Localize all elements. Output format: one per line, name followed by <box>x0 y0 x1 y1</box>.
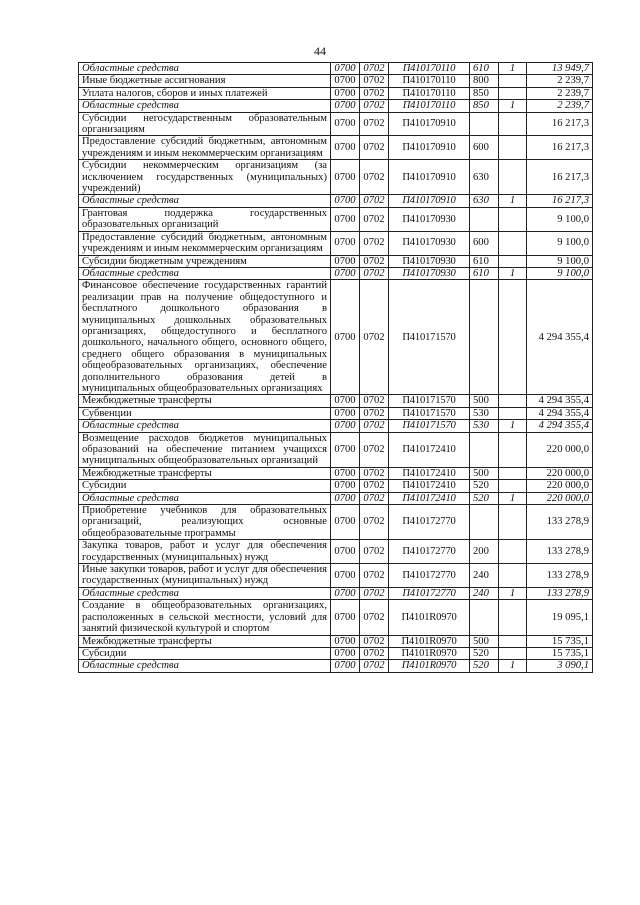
table-row <box>79 635 593 647</box>
row-target-article: П410171570 <box>389 280 470 395</box>
row-amount: 133 278,9 <box>527 564 593 588</box>
row-name: Областные средства <box>79 195 331 207</box>
row-fund-source <box>499 600 527 635</box>
row-fund-source <box>499 136 527 160</box>
row-subsection-code: 0702 <box>360 480 389 492</box>
row-fund-source: 1 <box>499 660 527 672</box>
table-row <box>79 160 593 195</box>
row-fund-source <box>499 75 527 87</box>
table-row <box>79 280 593 395</box>
row-subsection-code: 0702 <box>360 432 389 467</box>
row-amount: 220 000,0 <box>527 432 593 467</box>
row-target-article: П410170930 <box>389 207 470 231</box>
row-subsection-code: 0702 <box>360 112 389 136</box>
row-section-code: 0700 <box>331 63 360 75</box>
row-expense-type <box>470 600 499 635</box>
row-target-article: П4101R0970 <box>389 600 470 635</box>
row-amount: 133 278,9 <box>527 505 593 540</box>
row-subsection-code: 0702 <box>360 540 389 564</box>
row-expense-type: 530 <box>470 420 499 432</box>
row-subsection-code: 0702 <box>360 492 389 504</box>
row-target-article: П410170910 <box>389 136 470 160</box>
row-expense-type: 500 <box>470 395 499 407</box>
row-subsection-code: 0702 <box>360 255 389 267</box>
row-fund-source <box>499 635 527 647</box>
row-fund-source <box>499 255 527 267</box>
row-target-article: П410170930 <box>389 231 470 255</box>
row-subsection-code: 0702 <box>360 647 389 659</box>
row-expense-type <box>470 112 499 136</box>
table-row-regional-funds <box>79 587 593 599</box>
row-section-code: 0700 <box>331 480 360 492</box>
row-expense-type <box>470 280 499 395</box>
row-name: Возмещение расходов бюджетов муниципальных образований на обеспечение питанием учащихся муниципальных общеобразовательных организаций <box>79 432 331 467</box>
row-expense-type: 610 <box>470 63 499 75</box>
row-target-article: П410172770 <box>389 505 470 540</box>
row-target-article: П410171570 <box>389 395 470 407</box>
row-expense-type: 500 <box>470 635 499 647</box>
row-target-article: П410172770 <box>389 587 470 599</box>
row-target-article: П410170110 <box>389 75 470 87</box>
row-fund-source <box>499 87 527 99</box>
row-section-code: 0700 <box>331 492 360 504</box>
row-subsection-code: 0702 <box>360 63 389 75</box>
row-section-code: 0700 <box>331 432 360 467</box>
row-amount: 13 949,7 <box>527 63 593 75</box>
row-amount: 3 090,1 <box>527 660 593 672</box>
row-subsection-code: 0702 <box>360 231 389 255</box>
row-section-code: 0700 <box>331 600 360 635</box>
row-subsection-code: 0702 <box>360 407 389 419</box>
row-expense-type: 200 <box>470 540 499 564</box>
row-subsection-code: 0702 <box>360 207 389 231</box>
row-expense-type: 530 <box>470 407 499 419</box>
row-name: Грантовая поддержка государственных образовательных организаций <box>79 207 331 231</box>
row-subsection-code: 0702 <box>360 600 389 635</box>
row-amount: 2 239,7 <box>527 75 593 87</box>
row-expense-type: 850 <box>470 87 499 99</box>
table-row <box>79 87 593 99</box>
table-row <box>79 480 593 492</box>
row-section-code: 0700 <box>331 255 360 267</box>
row-amount: 133 278,9 <box>527 540 593 564</box>
row-amount: 220 000,0 <box>527 480 593 492</box>
row-target-article: П4101R0970 <box>389 647 470 659</box>
row-name: Создание в общеобразовательных организациях, расположенных в сельской местности, условий для занятий физической культурой и спортом <box>79 600 331 635</box>
row-name: Финансовое обеспечение государственных гарантий реализации прав на получение общедоступного и бесплатного дошкольного образования в муниципальных дошкольных образовательных организациях, общедоступного и бесплатного дошкольного, начального общего, основного общего, среднего общего образования в муниципальных общеобразовательных организациях, обеспечение дополнительного образования детей в муниципальных общеобразовательных организациях <box>79 280 331 395</box>
row-target-article: П410170930 <box>389 267 470 279</box>
row-section-code: 0700 <box>331 160 360 195</box>
row-section-code: 0700 <box>331 420 360 432</box>
row-target-article: П410171570 <box>389 407 470 419</box>
row-subsection-code: 0702 <box>360 505 389 540</box>
row-fund-source <box>499 395 527 407</box>
row-subsection-code: 0702 <box>360 420 389 432</box>
row-subsection-code: 0702 <box>360 75 389 87</box>
row-name: Областные средства <box>79 492 331 504</box>
row-expense-type <box>470 505 499 540</box>
table-row <box>79 407 593 419</box>
row-name: Областные средства <box>79 587 331 599</box>
row-target-article: П410170110 <box>389 87 470 99</box>
row-expense-type: 520 <box>470 492 499 504</box>
row-expense-type: 520 <box>470 647 499 659</box>
table-row <box>79 231 593 255</box>
row-name: Областные средства <box>79 267 331 279</box>
row-section-code: 0700 <box>331 75 360 87</box>
row-expense-type: 240 <box>470 587 499 599</box>
row-section-code: 0700 <box>331 467 360 479</box>
table-row <box>79 540 593 564</box>
row-amount: 15 735,1 <box>527 647 593 659</box>
row-target-article: П410172410 <box>389 480 470 492</box>
table-row <box>79 505 593 540</box>
row-target-article: П410172770 <box>389 540 470 564</box>
row-fund-source <box>499 647 527 659</box>
row-fund-source <box>499 407 527 419</box>
row-name: Субсидии некоммерческим организациям (за исключением государственных (муниципальных) учреждений) <box>79 160 331 195</box>
table-row <box>79 600 593 635</box>
row-subsection-code: 0702 <box>360 280 389 395</box>
row-subsection-code: 0702 <box>360 267 389 279</box>
row-section-code: 0700 <box>331 660 360 672</box>
row-subsection-code: 0702 <box>360 160 389 195</box>
row-amount: 9 100,0 <box>527 231 593 255</box>
table-row-regional-funds <box>79 492 593 504</box>
budget-table-body <box>79 63 593 673</box>
row-name: Иные бюджетные ассигнования <box>79 75 331 87</box>
row-subsection-code: 0702 <box>360 635 389 647</box>
row-subsection-code: 0702 <box>360 195 389 207</box>
row-amount: 16 217,3 <box>527 112 593 136</box>
table-row-regional-funds <box>79 660 593 672</box>
row-subsection-code: 0702 <box>360 87 389 99</box>
row-subsection-code: 0702 <box>360 100 389 112</box>
table-row <box>79 136 593 160</box>
row-target-article: П4101R0970 <box>389 660 470 672</box>
row-expense-type: 630 <box>470 195 499 207</box>
budget-table <box>78 62 593 673</box>
row-section-code: 0700 <box>331 136 360 160</box>
row-name: Субсидии <box>79 647 331 659</box>
row-target-article: П410170930 <box>389 255 470 267</box>
row-target-article: П410172410 <box>389 467 470 479</box>
row-section-code: 0700 <box>331 407 360 419</box>
row-section-code: 0700 <box>331 280 360 395</box>
table-row-regional-funds <box>79 420 593 432</box>
row-section-code: 0700 <box>331 564 360 588</box>
row-amount: 9 100,0 <box>527 207 593 231</box>
row-section-code: 0700 <box>331 647 360 659</box>
row-amount: 16 217,3 <box>527 136 593 160</box>
row-expense-type: 500 <box>470 467 499 479</box>
row-target-article: П410170910 <box>389 160 470 195</box>
table-row <box>79 395 593 407</box>
row-fund-source: 1 <box>499 195 527 207</box>
row-fund-source <box>499 480 527 492</box>
row-name: Областные средства <box>79 100 331 112</box>
row-expense-type: 520 <box>470 660 499 672</box>
row-name: Областные средства <box>79 420 331 432</box>
row-fund-source <box>499 432 527 467</box>
row-amount: 2 239,7 <box>527 100 593 112</box>
row-fund-source <box>499 207 527 231</box>
row-section-code: 0700 <box>331 207 360 231</box>
row-fund-source <box>499 280 527 395</box>
table-row <box>79 467 593 479</box>
table-row-regional-funds <box>79 63 593 75</box>
row-amount: 4 294 355,4 <box>527 280 593 395</box>
row-subsection-code: 0702 <box>360 660 389 672</box>
table-row <box>79 432 593 467</box>
row-fund-source <box>499 231 527 255</box>
row-target-article: П410170110 <box>389 100 470 112</box>
row-amount: 15 735,1 <box>527 635 593 647</box>
row-amount: 19 095,1 <box>527 600 593 635</box>
row-section-code: 0700 <box>331 231 360 255</box>
row-target-article: П410172410 <box>389 432 470 467</box>
row-name: Предоставление субсидий бюджетным, автономным учреждениям и иным некоммерческим организациям <box>79 231 331 255</box>
row-amount: 133 278,9 <box>527 587 593 599</box>
row-expense-type: 240 <box>470 564 499 588</box>
row-name: Межбюджетные трансферты <box>79 635 331 647</box>
row-name: Областные средства <box>79 660 331 672</box>
row-name: Областные средства <box>79 63 331 75</box>
row-subsection-code: 0702 <box>360 564 389 588</box>
row-expense-type <box>470 432 499 467</box>
row-name: Субвенции <box>79 407 331 419</box>
row-amount: 4 294 355,4 <box>527 407 593 419</box>
row-target-article: П410170910 <box>389 112 470 136</box>
row-expense-type: 630 <box>470 160 499 195</box>
row-target-article: П410172410 <box>389 492 470 504</box>
row-subsection-code: 0702 <box>360 587 389 599</box>
row-section-code: 0700 <box>331 195 360 207</box>
row-section-code: 0700 <box>331 587 360 599</box>
table-row-regional-funds <box>79 195 593 207</box>
row-fund-source: 1 <box>499 492 527 504</box>
row-target-article: П410170110 <box>389 63 470 75</box>
row-section-code: 0700 <box>331 267 360 279</box>
table-row-regional-funds <box>79 267 593 279</box>
row-name: Приобретение учебников для образовательных организаций, реализующих основные общеобразовательные программы <box>79 505 331 540</box>
row-amount: 4 294 355,4 <box>527 395 593 407</box>
row-subsection-code: 0702 <box>360 136 389 160</box>
row-fund-source <box>499 160 527 195</box>
row-amount: 9 100,0 <box>527 255 593 267</box>
row-target-article: П4101R0970 <box>389 635 470 647</box>
row-name: Предоставление субсидий бюджетным, автономным учреждениям и иным некоммерческим организациям <box>79 136 331 160</box>
row-section-code: 0700 <box>331 87 360 99</box>
row-section-code: 0700 <box>331 635 360 647</box>
table-row <box>79 647 593 659</box>
row-fund-source: 1 <box>499 100 527 112</box>
row-expense-type: 850 <box>470 100 499 112</box>
row-amount: 16 217,3 <box>527 160 593 195</box>
row-fund-source <box>499 564 527 588</box>
row-subsection-code: 0702 <box>360 467 389 479</box>
row-fund-source: 1 <box>499 587 527 599</box>
row-name: Субсидии <box>79 480 331 492</box>
row-name: Субсидии негосударственным образовательным организациям <box>79 112 331 136</box>
row-amount: 4 294 355,4 <box>527 420 593 432</box>
row-fund-source: 1 <box>499 267 527 279</box>
row-expense-type: 600 <box>470 136 499 160</box>
table-row <box>79 112 593 136</box>
row-name: Уплата налогов, сборов и иных платежей <box>79 87 331 99</box>
row-fund-source <box>499 505 527 540</box>
row-target-article: П410170910 <box>389 195 470 207</box>
row-amount: 220 000,0 <box>527 492 593 504</box>
row-section-code: 0700 <box>331 505 360 540</box>
table-row <box>79 255 593 267</box>
row-name: Иные закупки товаров, работ и услуг для обеспечения государственных (муниципальных) нужд <box>79 564 331 588</box>
row-subsection-code: 0702 <box>360 395 389 407</box>
table-row <box>79 207 593 231</box>
row-fund-source <box>499 467 527 479</box>
row-name: Закупка товаров, работ и услуг для обеспечения государственных (муниципальных) нужд <box>79 540 331 564</box>
row-amount: 9 100,0 <box>527 267 593 279</box>
table-row <box>79 564 593 588</box>
row-fund-source <box>499 540 527 564</box>
row-expense-type: 610 <box>470 255 499 267</box>
row-target-article: П410171570 <box>389 420 470 432</box>
row-expense-type <box>470 207 499 231</box>
row-section-code: 0700 <box>331 112 360 136</box>
row-name: Межбюджетные трансферты <box>79 395 331 407</box>
row-expense-type: 520 <box>470 480 499 492</box>
row-section-code: 0700 <box>331 395 360 407</box>
row-expense-type: 800 <box>470 75 499 87</box>
table-row-regional-funds <box>79 100 593 112</box>
row-amount: 16 217,3 <box>527 195 593 207</box>
row-amount: 2 239,7 <box>527 87 593 99</box>
page-number: 44 <box>314 44 326 58</box>
row-expense-type: 610 <box>470 267 499 279</box>
row-fund-source <box>499 112 527 136</box>
row-section-code: 0700 <box>331 100 360 112</box>
row-section-code: 0700 <box>331 540 360 564</box>
row-expense-type: 600 <box>470 231 499 255</box>
row-name: Субсидии бюджетным учреждениям <box>79 255 331 267</box>
row-fund-source: 1 <box>499 63 527 75</box>
row-name: Межбюджетные трансферты <box>79 467 331 479</box>
row-fund-source: 1 <box>499 420 527 432</box>
row-target-article: П410172770 <box>389 564 470 588</box>
row-amount: 220 000,0 <box>527 467 593 479</box>
table-row <box>79 75 593 87</box>
